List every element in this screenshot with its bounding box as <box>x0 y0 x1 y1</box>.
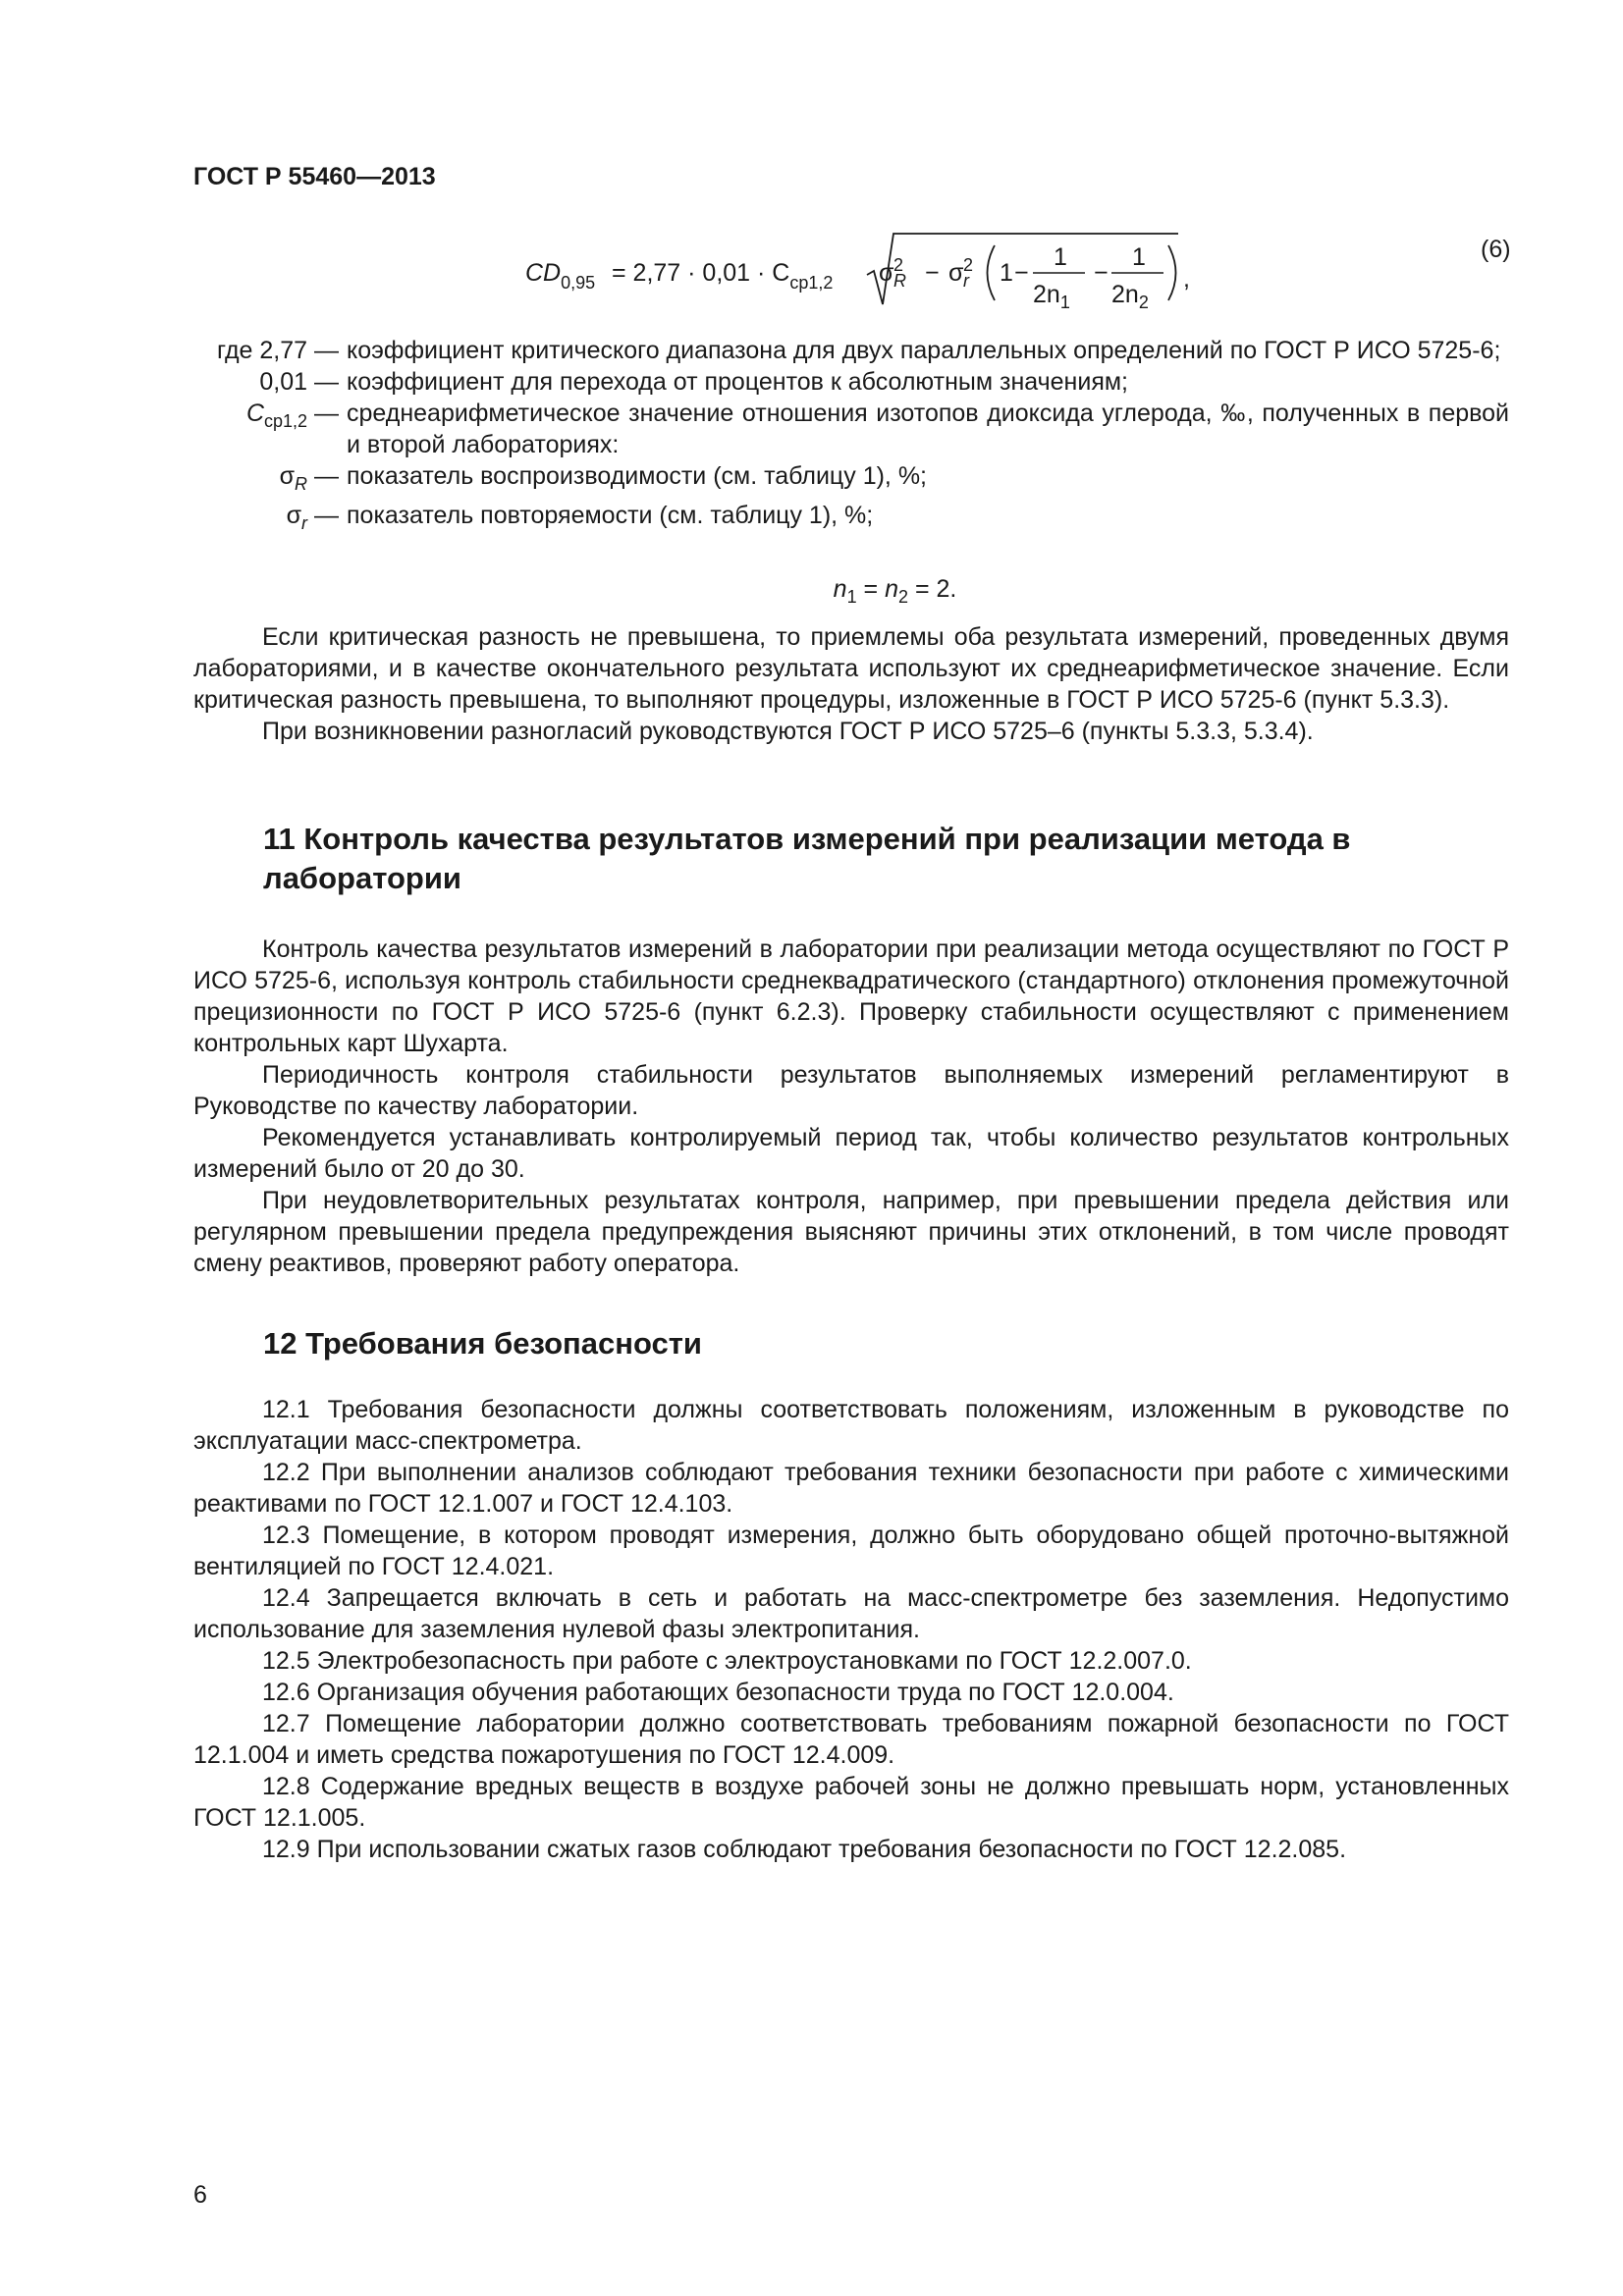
section-11-heading-wrap <box>263 820 1490 898</box>
paragraph: 12.9 При использовании сжатых газов соблюдают требования безопасности по ГОСТ 12.2.085. <box>262 1836 1347 1863</box>
paragraph: 12.4 Запрещается включать в сеть и работать на масс-спектрометре без заземления. Недопустимо использование для заземления нулевой фазы электропитания. <box>193 1584 1509 1643</box>
definition-text: среднеарифметическое значение отношения изотопов диоксида углерода, ‰, полученных в первой и второй лабораториях: <box>347 400 1509 458</box>
section-12-body <box>193 1394 1509 1865</box>
section-11-heading: 11 Контроль качества результатов измерений при реализации метода в лаборатории <box>263 822 1351 895</box>
paragraph: При возникновении разногласий руководствуются ГОСТ Р ИСО 5725–6 (пункты 5.3.3, 5.3.4). <box>262 718 1314 745</box>
definitions-list <box>193 335 1509 539</box>
definition-item <box>193 500 1509 539</box>
section-12-heading-wrap <box>263 1324 1490 1363</box>
paragraph: Контроль качества результатов измерений в лаборатории при реализации метода осуществляют по ГОСТ Р ИСО 5725-6, используя контроль стабильности среднеквадратического (стандартного) отклонения промежуточной прецизионности по ГОСТ Р ИСО 5725-6 (пункт 6.2.3). Проверку стабильности осуществляют с применением контрольных карт Шухарта. <box>193 935 1509 1057</box>
definition-text: показатель повторяемости (см. таблицу 1), %; <box>347 502 874 529</box>
sub-r: r <box>963 271 969 291</box>
paragraph: 12.8 Содержание вредных веществ в воздухе рабочей зоны не должно превышать норм, установленных ГОСТ 12.1.005. <box>193 1773 1509 1832</box>
page-number: 6 <box>193 2181 207 2209</box>
section-11-body <box>193 934 1509 1279</box>
paragraph: 12.3 Помещение, в котором проводят измерения, должно быть оборудовано общей проточно-вытяжной вентиляцией по ГОСТ 12.4.021. <box>193 1522 1509 1580</box>
paragraph: 12.5 Электробезопасность при работе с электроустановками по ГОСТ 12.2.007.0. <box>262 1647 1192 1675</box>
paragraph: Рекомендуется устанавливать контролируемый период так, чтобы количество результатов контрольных измерений было от 20 до 30. <box>193 1124 1509 1183</box>
formula-cd <box>520 224 1208 322</box>
paragraph: 12.7 Помещение лаборатории должно соответствовать требованиям пожарной безопасности по ГОСТ 12.1.004 и иметь средства пожаротушения по ГОСТ 12.4.009. <box>193 1710 1509 1769</box>
definition-item <box>193 460 1509 500</box>
minus-3: − <box>1094 259 1109 287</box>
minus-1: − <box>925 259 940 287</box>
sq-1: 2 <box>893 255 904 275</box>
sub-R: R <box>893 271 906 291</box>
one: 1 <box>1000 259 1013 287</box>
definition-symbol: 0,01 — <box>259 368 339 396</box>
definition-symbol: $C_{ср1,2}$ — <box>245 400 339 431</box>
frac1-den: $2n_1$ <box>1033 281 1070 312</box>
paragraph: 12.2 При выполнении анализов соблюдают требования техники безопасности при работе с химическими реактивами по ГОСТ 12.1.007 и ГОСТ 12.4.103. <box>193 1459 1509 1518</box>
definition-item <box>193 335 1509 366</box>
text-block-top <box>193 621 1509 747</box>
formula-number: (6) <box>1481 236 1511 263</box>
paragraph: Если критическая разность не превышена, то приемлемы оба результата измерений, проведенных двумя лабораториями, и в качестве окончательного результата используют их среднеарифметическое значение. Если критическая разность превышена, то выполняют процедуры, изложенные в ГОСТ Р ИСО 5725-6 (пункт 5.3.3). <box>193 623 1509 714</box>
frac1-num: 1 <box>1054 243 1067 271</box>
minus-2: − <box>1014 259 1029 287</box>
definition-symbol: $\sigma_r$ — <box>286 502 339 533</box>
definition-symbol: $\sigma_R$ — <box>279 462 339 494</box>
frac2-num: 1 <box>1132 243 1146 271</box>
definition-text: показатель воспроизводимости (см. таблицу 1), %; <box>347 462 927 490</box>
comma: , <box>1183 265 1190 293</box>
definition-text: коэффициент для перехода от процентов к абсолютным значениям; <box>347 368 1128 396</box>
frac2-den: $2n_2$ <box>1111 281 1149 312</box>
sq-2: 2 <box>963 255 974 275</box>
section-12-heading: 12 Требования безопасности <box>263 1326 702 1361</box>
paragraph: При неудовлетворительных результатах контроля, например, при превышении предела действия или регулярном превышении предела предупреждения выясняют причины этих отклонений, в том числе проводят смену реактивов, проверяют работу оператора. <box>193 1187 1509 1277</box>
formula-lhs: $CD_{0,95}$ <box>525 259 596 293</box>
paragraph: 12.1 Требования безопасности должны соответствовать положениям, изложенным в руководстве по эксплуатации масс-спектрометра. <box>193 1396 1509 1455</box>
document-header: ГОСТ Р 55460—2013 <box>193 163 436 190</box>
sigma-2: σ <box>948 259 964 287</box>
definition-text: коэффициент критического диапазона для двух параллельных определений по ГОСТ Р ИСО 5725-6; <box>347 337 1501 364</box>
definition-item <box>193 366 1509 398</box>
right-paren <box>1168 245 1176 300</box>
sigma-r-squared: σ <box>879 259 894 287</box>
formula-coef: = $2,77 \cdot 0,01 \cdot C_{ср1,2}$ <box>612 259 834 293</box>
definition-item <box>193 398 1509 460</box>
paragraph: Периодичность контроля стабильности результатов выполняемых измерений регламентируют в Руководстве по качеству лаборатории. <box>193 1061 1509 1120</box>
paragraph: 12.6 Организация обучения работающих безопасности труда по ГОСТ 12.0.004. <box>262 1679 1174 1706</box>
definition-symbol: где 2,77 — <box>216 337 339 364</box>
n-equation: $n_1 = n_2 = 2$. <box>833 575 957 607</box>
left-paren <box>988 245 996 300</box>
